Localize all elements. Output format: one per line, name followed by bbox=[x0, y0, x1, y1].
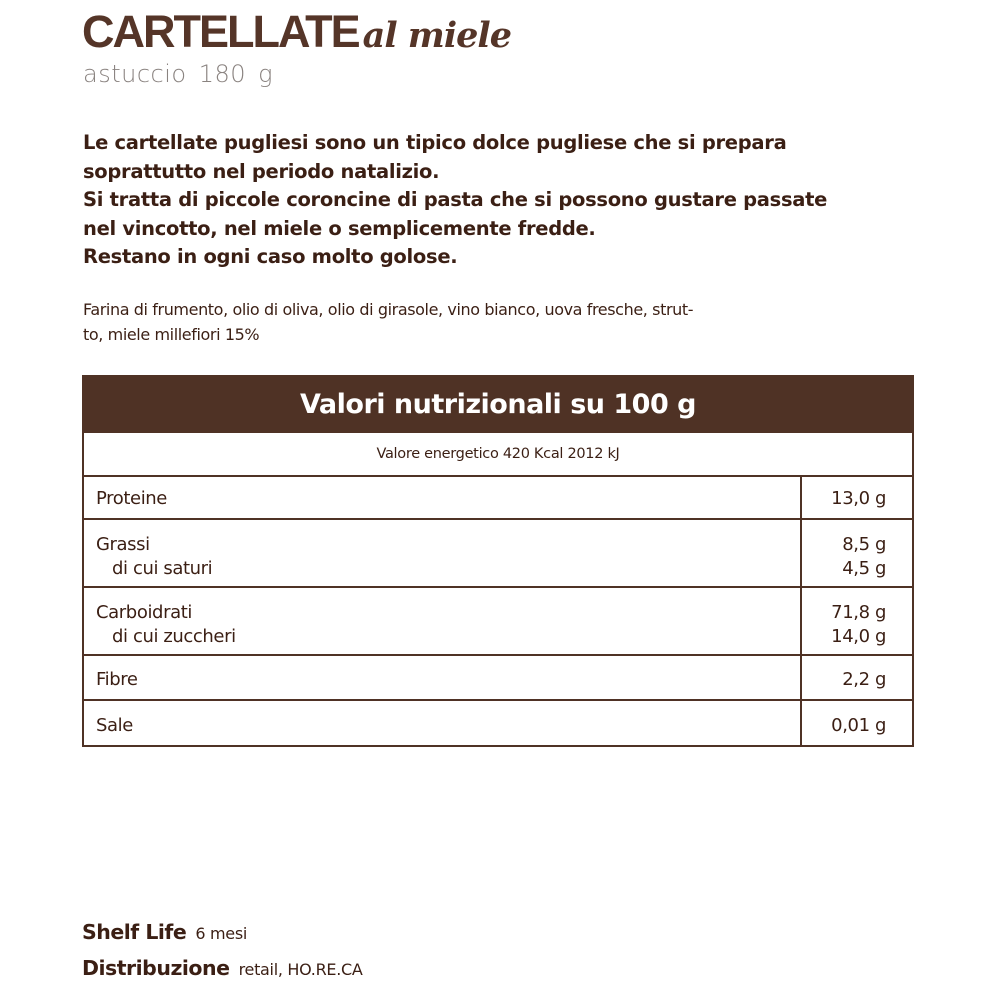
nutrition-row-proteine bbox=[82, 475, 914, 520]
column-divider bbox=[800, 656, 802, 699]
nutrition-table bbox=[82, 375, 914, 747]
nutrition-row-value: 71,8 g bbox=[831, 602, 886, 623]
nutrition-row-label-group bbox=[96, 533, 212, 581]
nutrition-row-label: Proteine bbox=[96, 488, 167, 509]
nutrition-row-sublabel: di cui zuccheri bbox=[112, 626, 236, 647]
distribution-label: Distribuzione bbox=[82, 956, 230, 980]
ingredients-list bbox=[83, 297, 923, 347]
nutrition-row-subvalue: 4,5 g bbox=[842, 558, 886, 579]
nutrition-row-fibre bbox=[82, 656, 914, 701]
nutrition-row-grassi bbox=[82, 520, 914, 588]
shelf-life-line bbox=[82, 920, 247, 944]
nutrition-table-header: Valori nutrizionali su 100 g bbox=[82, 375, 914, 433]
nutrition-row-label: Sale bbox=[96, 715, 133, 736]
shelf-life-value: 6 mesi bbox=[195, 924, 248, 943]
description-line: Si tratta di piccole coroncine di pasta che si possono gustare passate bbox=[83, 188, 828, 211]
nutrition-row-value: 8,5 g bbox=[842, 534, 886, 555]
nutrition-row-value-group bbox=[831, 601, 886, 649]
product-title-main: CARTELLATE bbox=[82, 6, 359, 57]
energy-value-row: Valore energetico 420 Kcal 2012 kJ bbox=[82, 433, 914, 477]
nutrition-row-subvalue: 14,0 g bbox=[831, 626, 886, 647]
nutrition-row-label-group bbox=[96, 601, 236, 649]
description-line: Restano in ogni caso molto golose. bbox=[83, 245, 458, 268]
description-line: soprattutto nel periodo natalizio. bbox=[83, 159, 440, 183]
product-subtitle: astuccio 180 g bbox=[83, 60, 274, 88]
description-line: nel vincotto, nel miele o semplicemente fredde. bbox=[83, 216, 596, 240]
nutrition-row-sublabel: di cui saturi bbox=[112, 558, 213, 579]
product-title bbox=[82, 6, 511, 58]
product-description bbox=[83, 129, 923, 272]
nutrition-row-value: 13,0 g bbox=[831, 488, 886, 509]
product-title-script: al miele bbox=[362, 15, 511, 56]
nutrition-row-label: Grassi bbox=[96, 534, 150, 555]
distribution-line bbox=[82, 956, 363, 980]
column-divider bbox=[800, 701, 802, 745]
nutrition-row-value-group bbox=[842, 533, 886, 581]
nutrition-row-label: Fibre bbox=[96, 669, 138, 690]
ingredients-line: Farina di frumento, olio di oliva, olio di girasole, vino bianco, uova fresche, strut- bbox=[83, 300, 694, 319]
column-divider bbox=[800, 588, 802, 654]
nutrition-row-value: 2,2 g bbox=[842, 669, 886, 690]
shelf-life-label: Shelf Life bbox=[82, 920, 187, 944]
distribution-value: retail, HO.RE.CA bbox=[238, 960, 363, 979]
ingredients-line: to, miele millefiori 15% bbox=[83, 325, 260, 344]
nutrition-row-sale bbox=[82, 701, 914, 747]
description-line: Le cartellate pugliesi sono un tipico dolce pugliese che si prepara bbox=[83, 131, 787, 154]
nutrition-row-value: 0,01 g bbox=[831, 715, 886, 736]
column-divider bbox=[800, 475, 802, 518]
column-divider bbox=[800, 520, 802, 586]
nutrition-row-label: Carboidrati bbox=[96, 602, 192, 623]
nutrition-row-carboidrati bbox=[82, 588, 914, 656]
